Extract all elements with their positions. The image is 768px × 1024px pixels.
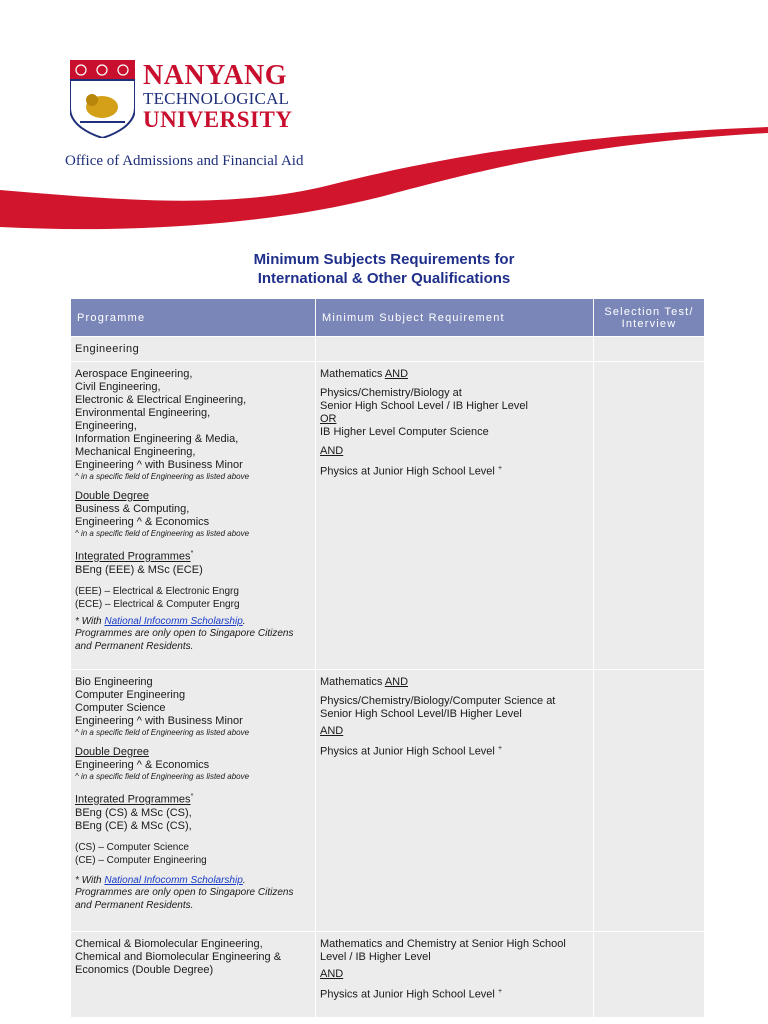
section-empty — [316, 337, 594, 362]
requirement-text: Physics/Chemistry/Biology/Computer Science at Senior High School Level/IB Higher Level — [320, 695, 556, 720]
double-degree-heading: Double Degree — [75, 490, 149, 502]
programme-item: Information Engineering & Media, — [75, 433, 239, 445]
scholarship-note-text: Programmes are only open to Singapore Citizens and Permanent Residents. — [75, 628, 294, 652]
table-row — [71, 670, 705, 932]
footnote: ^ in a specific field of Engineering as listed above — [75, 728, 250, 737]
requirement-text: Physics/Chemistry/Biology at — [320, 387, 462, 399]
programme-item: Engineering ^ & Economics — [75, 759, 210, 771]
footnote: ^ in a specific field of Engineering as listed above — [75, 472, 250, 481]
and-connector: AND — [320, 725, 344, 737]
programme-item: Bio Engineering — [75, 676, 153, 688]
programme-item: BEng (EEE) & MSc (ECE) — [75, 563, 203, 576]
university-name-line1: NANYANG — [143, 60, 288, 91]
programme-item: Business & Computing, — [75, 503, 190, 515]
and-connector: AND — [320, 968, 344, 980]
programme-item: Engineering ^ with Business Minor — [75, 459, 243, 471]
selection-test-cell — [594, 932, 705, 1018]
programme-item: Engineering, — [75, 420, 137, 432]
document-title — [0, 250, 768, 288]
footnote: ^ in a specific field of Engineering as listed above — [75, 772, 250, 781]
programme-item: Civil Engineering, — [75, 381, 161, 393]
requirement-text: Physics at Junior High School Level — [320, 745, 495, 758]
title-line1: Minimum Subjects Requirements for — [253, 251, 515, 268]
page-header — [0, 0, 768, 235]
integrated-programmes-heading: Integrated Programmes — [75, 550, 191, 563]
header-requirement: Minimum Subject Requirement — [316, 299, 594, 337]
section-engineering: Engineering — [71, 337, 316, 362]
programme-item: Engineering ^ with Business Minor — [75, 715, 243, 727]
programme-cell — [71, 932, 316, 1018]
table-row — [71, 932, 705, 1018]
selection-test-cell — [594, 362, 705, 670]
and-connector: AND — [384, 368, 409, 380]
or-connector: OR — [320, 413, 337, 425]
programme-item: Chemical & Biomolecular Engineering, — [75, 938, 263, 950]
programme-item: Computer Engineering — [75, 689, 186, 701]
programme-item: Aerospace Engineering, — [75, 368, 193, 380]
programme-cell: Aerospace Engineering, Civil Engineering, Electronic & Electrical Engineering, Environmental Engineering, Engineering, Information Engineering & Media, Mechanical Engineering, Engineering ^ with Business Minor ^ in a specific field of Engineering as listed above Double Degree Business & Computing, Engineering ^ & Economics ^ in a specific field of Engineering as listed above Integrated Programmes* BEng (EEE) & MSc (ECE) (EEE) – Electrical & Electronic Engrg (ECE) – Electrical & Computer Engrg * With National Infocomm Scholarship. Programmes are only open to Singapore Citizens and Permanent Residents. — [71, 362, 316, 670]
requirement-text: Mathematics and Chemistry at Senior High School Level / IB Higher Level — [320, 938, 566, 963]
requirement-text: Physics at Junior High School Level — [320, 465, 495, 478]
university-wordmark — [143, 62, 292, 132]
programme-item: Engineering ^ & Economics — [75, 516, 210, 528]
title-line2: International & Other Qualifications — [257, 270, 511, 287]
abbreviation: (ECE) – Electrical & Computer Engrg — [75, 598, 240, 610]
section-empty — [594, 337, 705, 362]
scholarship-link[interactable]: National Infocomm Scholarship — [104, 874, 243, 886]
table-row — [71, 362, 705, 670]
footnote: ^ in a specific field of Engineering as listed above — [75, 529, 250, 538]
programme-item: Chemical and Biomolecular Engineering & Economics (Double Degree) — [75, 951, 282, 976]
header-programme: Programme — [71, 299, 316, 337]
scholarship-note-text: Programmes are only open to Singapore Citizens and Permanent Residents. — [75, 887, 294, 911]
requirement-cell: Mathematics AND Physics/Chemistry/Biology/Computer Science at Senior High School Level/IB Higher Level AND Physics at Junior High School Level + — [316, 670, 594, 932]
requirement-text: IB Higher Level Computer Science — [320, 426, 489, 438]
scholarship-note: * With National Infocomm Scholarship. — [75, 874, 246, 886]
scholarship-note: * With National Infocomm Scholarship. — [75, 615, 246, 627]
office-name: Office of Admissions and Financial Aid — [65, 153, 304, 169]
programme-item: Electronic & Electrical Engineering, — [75, 394, 247, 406]
programme-cell: Bio Engineering Computer Engineering Computer Science Engineering ^ with Business Minor ^ in a specific field of Engineering as listed above Double Degree Engineering ^ & Economics ^ in a specific field of Engineering as listed above Integrated Programmes* BEng (CS) & MSc (CS), BEng (CE) & MSc (CS), (CS) – Computer Science (CE) – Computer Engineering * With National Infocomm Scholarship. Programmes are only open to Singapore Citizens and Permanent Residents. — [71, 670, 316, 932]
programme-item: Environmental Engineering, — [75, 407, 211, 419]
requirements-table — [70, 298, 705, 1018]
programme-item: Mechanical Engineering, — [75, 446, 196, 458]
programme-item: Computer Science — [75, 702, 166, 714]
abbreviation: (EEE) – Electrical & Electronic Engrg — [75, 585, 239, 597]
requirement-text: Senior High School Level / IB Higher Level — [320, 400, 528, 412]
university-name-line3: UNIVERSITY — [143, 107, 293, 132]
selection-test-cell — [594, 670, 705, 932]
requirement-text: Physics at Junior High School Level — [320, 988, 495, 1001]
header-selection-test: Selection Test/ Interview — [594, 299, 705, 337]
abbreviation: (CE) – Computer Engineering — [75, 854, 207, 866]
requirement-cell: Mathematics AND Physics/Chemistry/Biology at Senior High School Level / IB Higher Level OR IB Higher Level Computer Science AND Physics at Junior High School Level + — [316, 362, 594, 670]
and-connector: AND — [384, 676, 409, 688]
university-crest-logo — [70, 60, 135, 138]
integrated-programmes-heading: Integrated Programmes — [75, 793, 191, 806]
double-degree-heading: Double Degree — [75, 746, 149, 758]
abbreviation: (CS) – Computer Science — [75, 841, 189, 853]
programme-item: BEng (CE) & MSc (CS), — [75, 819, 192, 832]
requirement-cell: Mathematics and Chemistry at Senior High School Level / IB Higher Level AND Physics at Junior High School Level + — [316, 932, 594, 1018]
and-connector: AND — [320, 445, 344, 457]
scholarship-link[interactable]: National Infocomm Scholarship — [104, 615, 243, 627]
programme-item: BEng (CS) & MSc (CS), — [75, 806, 192, 819]
section-row — [71, 337, 705, 362]
table-header-row — [71, 299, 705, 337]
university-name-line2: TECHNOLOGICAL — [143, 89, 290, 108]
